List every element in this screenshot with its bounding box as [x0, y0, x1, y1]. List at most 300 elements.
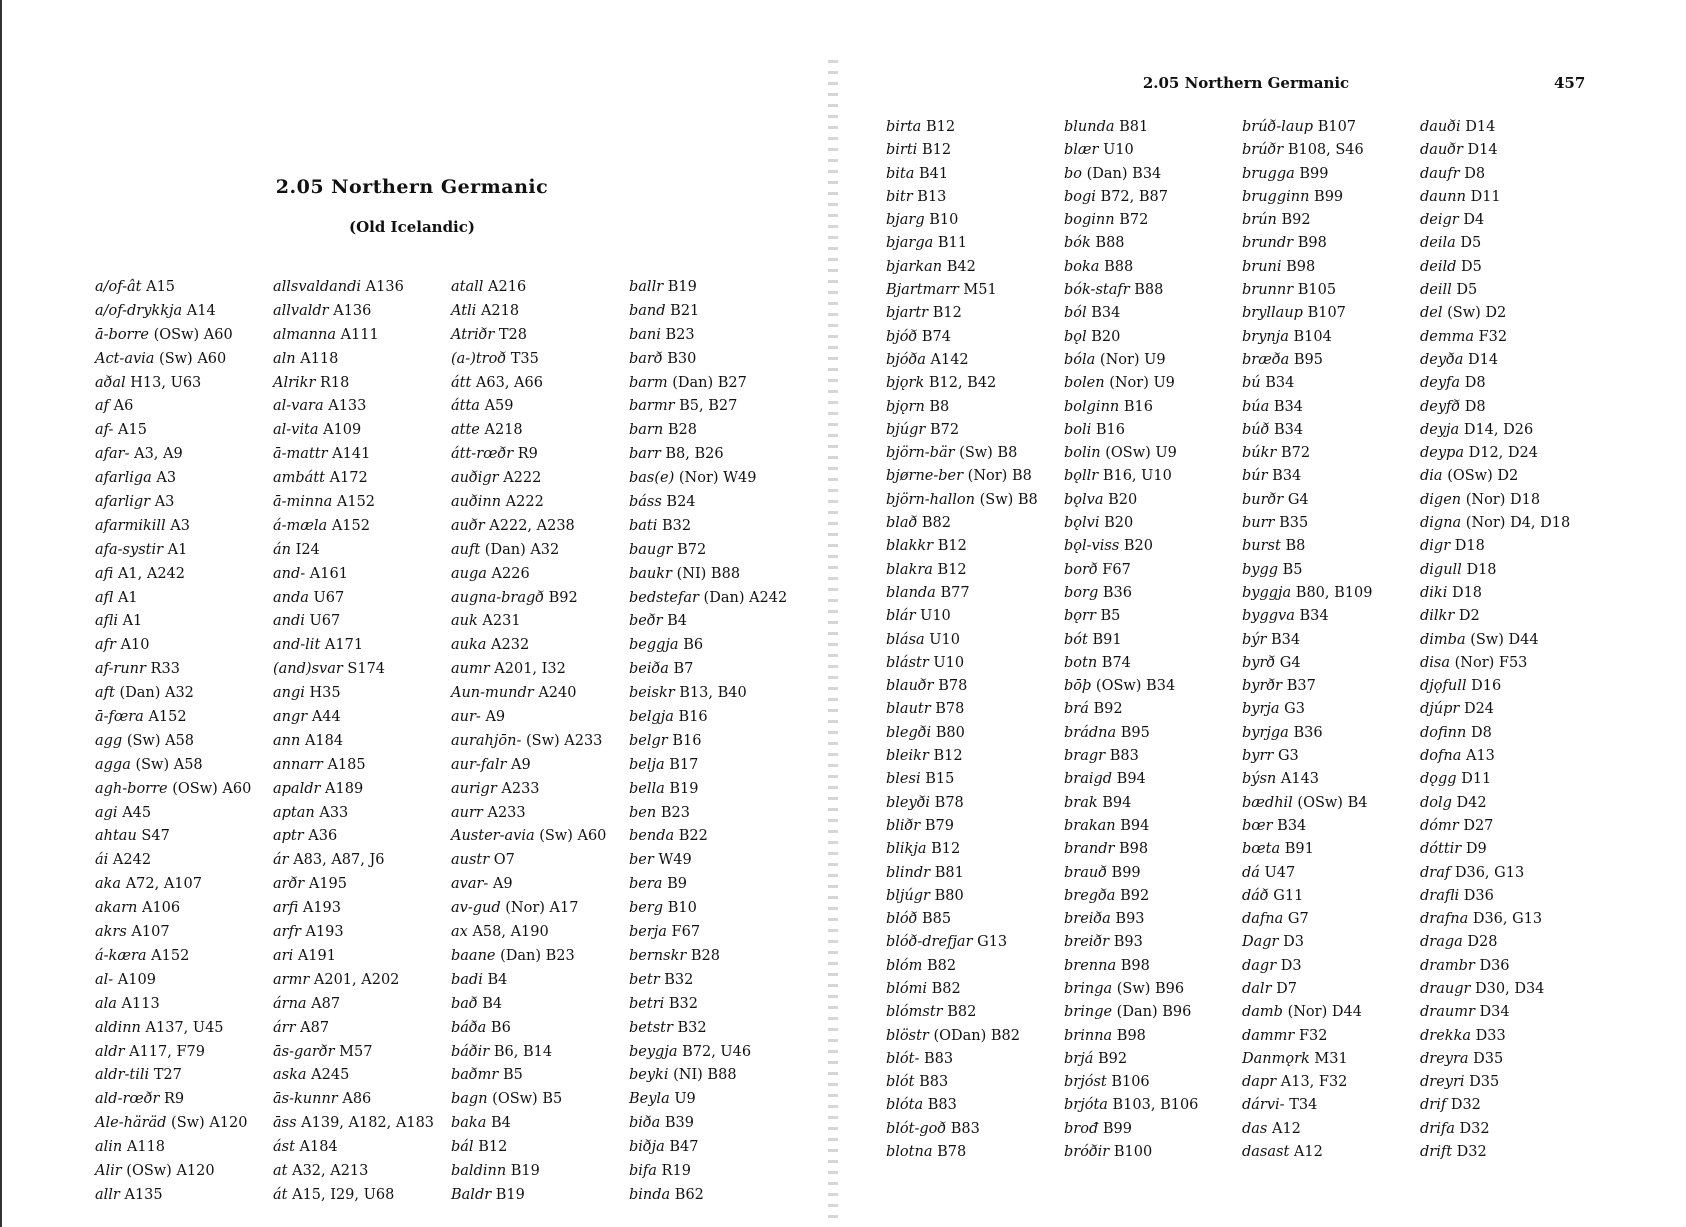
index-entry	[95, 825, 273, 849]
entry-reference: B28	[667, 422, 697, 439]
index-entry	[95, 372, 273, 396]
entry-word: búa	[1242, 398, 1270, 415]
entry-reference: D16	[1471, 678, 1502, 695]
entry-word: bogi	[1064, 188, 1096, 205]
index-entry	[273, 682, 451, 706]
index-entry	[1242, 792, 1420, 815]
entry-word: draf	[1420, 864, 1451, 881]
index-entry	[1242, 232, 1420, 255]
entry-word: digen	[1420, 491, 1462, 508]
index-entry	[1242, 302, 1420, 325]
entry-reference: A218	[484, 422, 523, 439]
index-entry	[95, 730, 273, 754]
entry-reference: M51	[963, 282, 997, 299]
index-entry	[1064, 908, 1242, 931]
entry-word: belgr	[629, 732, 668, 749]
entry-reference: B72, B87	[1100, 188, 1168, 205]
index-entry	[1420, 139, 1598, 162]
entry-reference: A201, A202	[313, 971, 400, 988]
index-entry	[1242, 139, 1420, 162]
entry-word: dofna	[1420, 748, 1462, 765]
index-entry	[886, 629, 1064, 652]
entry-reference: (Nor) U9	[1099, 351, 1166, 368]
entry-reference: B78	[935, 701, 965, 718]
index-entry	[451, 443, 629, 467]
index-column	[451, 276, 629, 1208]
index-entry	[629, 969, 807, 993]
entry-reference: B8	[929, 398, 950, 415]
entry-word: Alir	[95, 1162, 122, 1179]
index-entry	[451, 276, 629, 300]
entry-reference: B20	[1108, 491, 1138, 508]
entry-reference: B8, B26	[665, 446, 724, 463]
index-entry	[451, 658, 629, 682]
entry-word: Alrikr	[273, 374, 316, 391]
entry-word: bati	[629, 517, 658, 534]
entry-reference: B80, B109	[1295, 584, 1373, 601]
entry-word: barm	[629, 374, 668, 391]
index-entry	[1242, 582, 1420, 605]
entry-word: at	[273, 1162, 288, 1179]
entry-word: blær	[1064, 142, 1099, 159]
entry-reference: D18	[1451, 584, 1483, 601]
index-entry	[629, 993, 807, 1017]
entry-reference: B91	[1284, 841, 1314, 858]
index-entry	[1242, 116, 1420, 139]
index-entry	[95, 873, 273, 897]
index-entry	[1064, 862, 1242, 885]
index-entry	[629, 324, 807, 348]
index-entry	[95, 1017, 273, 1041]
entry-reference: B98	[1119, 841, 1149, 858]
index-entry	[629, 1088, 807, 1112]
entry-word: bagn	[451, 1091, 488, 1108]
entry-reference: (OSw) U9	[1105, 445, 1177, 462]
entry-reference: F67	[671, 924, 701, 941]
entry-reference: B99	[1111, 864, 1141, 881]
index-entry	[1420, 279, 1598, 302]
entry-reference: A12	[1271, 1120, 1301, 1137]
index-entry	[273, 1184, 451, 1208]
entry-word: auðinn	[451, 494, 502, 511]
entry-word: binda	[629, 1186, 671, 1203]
entry-word: beygja	[629, 1043, 678, 1060]
index-entry	[1242, 838, 1420, 861]
entry-reference: A111	[340, 326, 379, 343]
index-entry	[629, 539, 807, 563]
entry-word: benda	[629, 828, 675, 845]
entry-word: bruni	[1242, 258, 1282, 275]
index-entry	[629, 873, 807, 897]
entry-word: andi	[273, 613, 305, 630]
index-entry	[1064, 605, 1242, 628]
entry-reference: B10	[667, 900, 697, 917]
index-entry	[1064, 302, 1242, 325]
entry-reference: R33	[150, 661, 180, 678]
entry-reference: R18	[320, 374, 350, 391]
entry-reference: B12	[932, 305, 962, 322]
entry-reference: F32	[1298, 1027, 1328, 1044]
index-entry	[1242, 186, 1420, 209]
entry-reference: D2	[1458, 608, 1480, 625]
entry-reference: B19	[669, 780, 699, 797]
entry-word: drafli	[1420, 887, 1460, 904]
index-entry	[886, 792, 1064, 815]
index-entry	[1420, 652, 1598, 675]
entry-word: brúð-laup	[1242, 119, 1314, 135]
index-entry	[629, 706, 807, 730]
entry-word: býr	[1242, 631, 1267, 648]
entry-word: bjarg	[886, 212, 925, 229]
index-entry	[273, 491, 451, 515]
entry-reference: A44	[311, 709, 341, 726]
index-entry	[95, 634, 273, 658]
index-entry	[95, 1112, 273, 1136]
entry-reference: A171	[324, 637, 364, 654]
index-entry	[1242, 885, 1420, 908]
entry-word: afr	[95, 637, 116, 654]
index-entry	[1064, 372, 1242, 395]
index-entry	[886, 1048, 1064, 1071]
entry-word: brúðr	[1242, 142, 1284, 159]
index-entry	[273, 658, 451, 682]
entry-word: dómr	[1420, 817, 1459, 834]
entry-word: bjǫrn	[886, 398, 925, 415]
index-entry	[273, 1160, 451, 1184]
index-entry	[273, 300, 451, 324]
entry-reference: A232	[491, 637, 530, 654]
entry-reference: A6	[113, 398, 134, 415]
index-entry	[629, 682, 807, 706]
entry-word: ambátt	[273, 470, 325, 487]
index-entry	[95, 1184, 273, 1208]
entry-word: daunn	[1420, 188, 1466, 205]
index-entry	[95, 945, 273, 969]
entry-word: ái	[95, 852, 109, 869]
entry-word: allr	[95, 1186, 120, 1203]
entry-reference: A13, F32	[1280, 1074, 1348, 1091]
index-entry	[1242, 931, 1420, 954]
entry-word: dreyri	[1420, 1074, 1465, 1091]
entry-word: beiða	[629, 661, 669, 678]
index-entry	[1420, 372, 1598, 395]
index-entry	[1242, 1048, 1420, 1071]
index-entry	[451, 515, 629, 539]
entry-reference: G4	[1279, 654, 1301, 671]
entry-word: ax	[451, 924, 468, 941]
index-entry	[273, 515, 451, 539]
index-entry	[451, 1017, 629, 1041]
entry-word: al-vara	[273, 398, 324, 415]
entry-word: av-gud	[451, 900, 501, 917]
entry-reference: B39	[664, 1115, 695, 1132]
entry-word: afi	[95, 565, 114, 582]
index-entry	[886, 139, 1064, 162]
entry-word: aldr	[95, 1043, 125, 1060]
index-entry	[95, 587, 273, 611]
entry-word: drafna	[1420, 911, 1469, 928]
entry-word: blóð-drefjar	[886, 934, 973, 951]
index-entry	[273, 825, 451, 849]
index-entry	[273, 443, 451, 467]
index-entry	[1242, 372, 1420, 395]
entry-reference: (OSw) B34	[1095, 678, 1176, 695]
entry-word: das	[1242, 1120, 1268, 1137]
entry-word: barn	[629, 422, 664, 439]
index-entry	[629, 515, 807, 539]
index-entry	[629, 1184, 807, 1208]
entry-word: (and)svar	[273, 661, 343, 678]
entry-reference: B36	[1102, 584, 1132, 601]
entry-word: akarn	[95, 900, 138, 917]
index-entry	[629, 467, 807, 491]
index-entry	[1242, 209, 1420, 232]
index-entry	[1242, 862, 1420, 885]
index-entry	[95, 778, 273, 802]
entry-word: árr	[273, 1019, 296, 1036]
index-entry	[451, 610, 629, 634]
index-entry	[886, 1001, 1064, 1024]
index-entry	[1064, 1141, 1242, 1164]
entry-reference: A172	[329, 470, 368, 487]
index-entry	[451, 897, 629, 921]
entry-reference: B80	[934, 887, 964, 904]
entry-word: báðir	[451, 1043, 490, 1060]
index-entry	[451, 754, 629, 778]
entry-word: arðr	[273, 876, 305, 893]
entry-reference: A242	[112, 852, 152, 869]
entry-word: deyða	[1420, 351, 1464, 368]
entry-word: akrs	[95, 924, 127, 941]
index-entry	[1420, 931, 1598, 954]
entry-reference: B107	[1317, 119, 1357, 135]
entry-word: āss	[273, 1115, 297, 1132]
entry-reference: W49	[658, 852, 692, 869]
entry-word: byrr	[1242, 748, 1274, 765]
index-entry	[1242, 559, 1420, 582]
entry-reference: (Nor) D18	[1465, 491, 1541, 508]
entry-word: boli	[1064, 421, 1092, 438]
index-entry	[273, 324, 451, 348]
index-entry	[629, 610, 807, 634]
index-entry	[273, 587, 451, 611]
entry-reference: D36	[1479, 957, 1510, 974]
entry-reference: H35	[309, 685, 341, 702]
entry-reference: A9	[485, 709, 506, 726]
entry-reference: (Sw) A58	[135, 756, 203, 773]
entry-reference: B34	[1091, 305, 1121, 322]
index-entry	[451, 682, 629, 706]
entry-word: bót	[1064, 631, 1088, 648]
entry-reference: B91	[1092, 631, 1122, 648]
entry-reference: A233	[487, 804, 526, 821]
index-entry	[273, 610, 451, 634]
entry-word: baðmr	[451, 1067, 499, 1084]
entry-word: bóla	[1064, 351, 1096, 368]
page-title: 2.05 Northern Germanic	[275, 176, 549, 198]
entry-word: bolin	[1064, 445, 1101, 462]
entry-reference: B4	[482, 995, 503, 1012]
index-column	[95, 276, 273, 1208]
index-entry	[1064, 326, 1242, 349]
index-entry	[1064, 978, 1242, 1001]
entry-reference: A141	[332, 446, 371, 463]
entry-word: angr	[273, 709, 308, 726]
index-entry	[1064, 955, 1242, 978]
entry-reference: B16	[1123, 398, 1153, 415]
entry-reference: A193	[305, 924, 344, 941]
entry-word: bleyði	[886, 794, 931, 811]
index-entry	[1064, 535, 1242, 558]
entry-word: belja	[629, 756, 665, 773]
entry-reference: B82	[947, 1004, 977, 1021]
entry-word: birti	[886, 142, 918, 159]
entry-word: átt-rœðr	[451, 446, 514, 463]
entry-reference: A233	[501, 780, 540, 797]
entry-reference: B81	[934, 864, 964, 881]
entry-word: bo	[1064, 165, 1083, 182]
entry-word: apaldr	[273, 780, 321, 797]
index-entry	[1064, 885, 1242, 908]
index-entry	[273, 754, 451, 778]
index-entry	[1420, 908, 1598, 931]
entry-word: bók	[1064, 235, 1091, 252]
entry-reference: D36, G13	[1472, 911, 1543, 928]
index-entry	[95, 300, 273, 324]
entry-word: drif	[1420, 1097, 1447, 1114]
index-entry	[1420, 745, 1598, 768]
entry-word: Atli	[451, 302, 477, 319]
index-entry	[886, 582, 1064, 605]
index-entry	[273, 1136, 451, 1160]
entry-word: dafna	[1242, 911, 1284, 928]
entry-reference: D8	[1464, 375, 1486, 392]
entry-reference: B6, B14	[493, 1043, 553, 1060]
index-entry	[1420, 675, 1598, 698]
entry-reference: A201, I32	[494, 661, 566, 678]
index-entry	[273, 539, 451, 563]
entry-reference: D34	[1479, 1004, 1510, 1021]
index-entry	[451, 945, 629, 969]
entry-word: ā-borre	[95, 326, 149, 343]
entry-reference: B100	[1113, 1144, 1153, 1161]
index-entry	[1420, 349, 1598, 372]
entry-reference: B93	[1113, 934, 1143, 951]
entry-word: (a-)troð	[451, 350, 507, 367]
entry-word: afa-systir	[95, 541, 164, 558]
index-entry	[886, 605, 1064, 628]
entry-word: belgja	[629, 709, 674, 726]
entry-reference: A106	[141, 900, 181, 917]
entry-reference: B85	[922, 911, 952, 928]
index-entry	[1064, 745, 1242, 768]
index-entry	[629, 491, 807, 515]
entry-word: dofinn	[1420, 724, 1467, 741]
entry-reference: R19	[661, 1162, 691, 1179]
entry-word: bræða	[1242, 351, 1290, 368]
entry-word: bǫlvi	[1064, 515, 1100, 532]
index-entry	[1242, 675, 1420, 698]
entry-reference: A83, A87, J6	[293, 852, 385, 869]
entry-reference: B13	[917, 188, 947, 205]
entry-reference: B22	[678, 828, 708, 845]
index-entry	[886, 698, 1064, 721]
entry-reference: A86	[342, 1091, 372, 1108]
entry-word: afarliga	[95, 470, 152, 487]
entry-reference: B94	[1120, 817, 1150, 834]
entry-word: brá	[1064, 701, 1089, 718]
entry-reference: B9	[667, 876, 687, 893]
entry-reference: G11	[1273, 887, 1304, 904]
entry-reference: B72	[1280, 445, 1311, 462]
entry-reference: B34	[1271, 631, 1301, 648]
entry-word: blása	[886, 631, 925, 648]
entry-word: brjóta	[1064, 1097, 1108, 1114]
entry-word: dóttir	[1420, 841, 1462, 858]
entry-word: bjartr	[886, 305, 929, 322]
entry-word: Dagr	[1242, 934, 1279, 951]
entry-word: blóm	[886, 957, 923, 974]
entry-reference: B30	[667, 350, 697, 367]
entry-reference: D14, D26	[1463, 421, 1534, 438]
index-entry	[1064, 232, 1242, 255]
index-entry	[629, 658, 807, 682]
index-entry	[886, 1025, 1064, 1048]
index-entry	[1242, 652, 1420, 675]
entry-word: breiða	[1064, 911, 1111, 928]
index-entry	[886, 885, 1064, 908]
index-entry	[1064, 419, 1242, 442]
entry-reference: B12, B42	[928, 375, 997, 392]
index-entry	[1420, 419, 1598, 442]
entry-word: auk	[451, 613, 478, 630]
entry-word: blanda	[886, 584, 936, 601]
index-entry	[886, 396, 1064, 419]
entry-reference: B99	[1102, 1120, 1132, 1137]
index-entry	[451, 539, 629, 563]
entry-word: agi	[95, 804, 118, 821]
entry-word: blómi	[886, 980, 928, 997]
entry-word: drift	[1420, 1144, 1453, 1161]
index-entry	[1420, 512, 1598, 535]
index-entry	[1420, 326, 1598, 349]
index-entry	[1420, 605, 1598, 628]
entry-word: ā-fœra	[95, 709, 144, 726]
index-entry	[1064, 722, 1242, 745]
entry-reference: A137, U45	[145, 1019, 224, 1036]
index-entry	[629, 802, 807, 826]
entry-reference: B108, S46	[1287, 142, 1364, 159]
index-entry	[629, 897, 807, 921]
entry-word: Auster-avia	[451, 828, 535, 845]
entry-word: bita	[886, 165, 915, 182]
entry-word: boka	[1064, 258, 1100, 275]
entry-reference: B12	[931, 841, 961, 858]
entry-reference: B24	[666, 494, 696, 511]
entry-reference: B19	[667, 279, 697, 295]
entry-word: bjóða	[886, 351, 926, 368]
entry-reference: (Dan) A32	[484, 541, 560, 558]
entry-reference: B92	[1093, 701, 1123, 718]
index-entry	[451, 1160, 629, 1184]
index-entry	[273, 395, 451, 419]
entry-reference: A33	[319, 804, 349, 821]
index-entry	[1420, 698, 1598, 721]
index-entry	[1242, 698, 1420, 721]
entry-reference: D42	[1456, 794, 1487, 811]
entry-word: bregða	[1064, 887, 1116, 904]
entry-reference: (NI) B88	[676, 565, 741, 582]
